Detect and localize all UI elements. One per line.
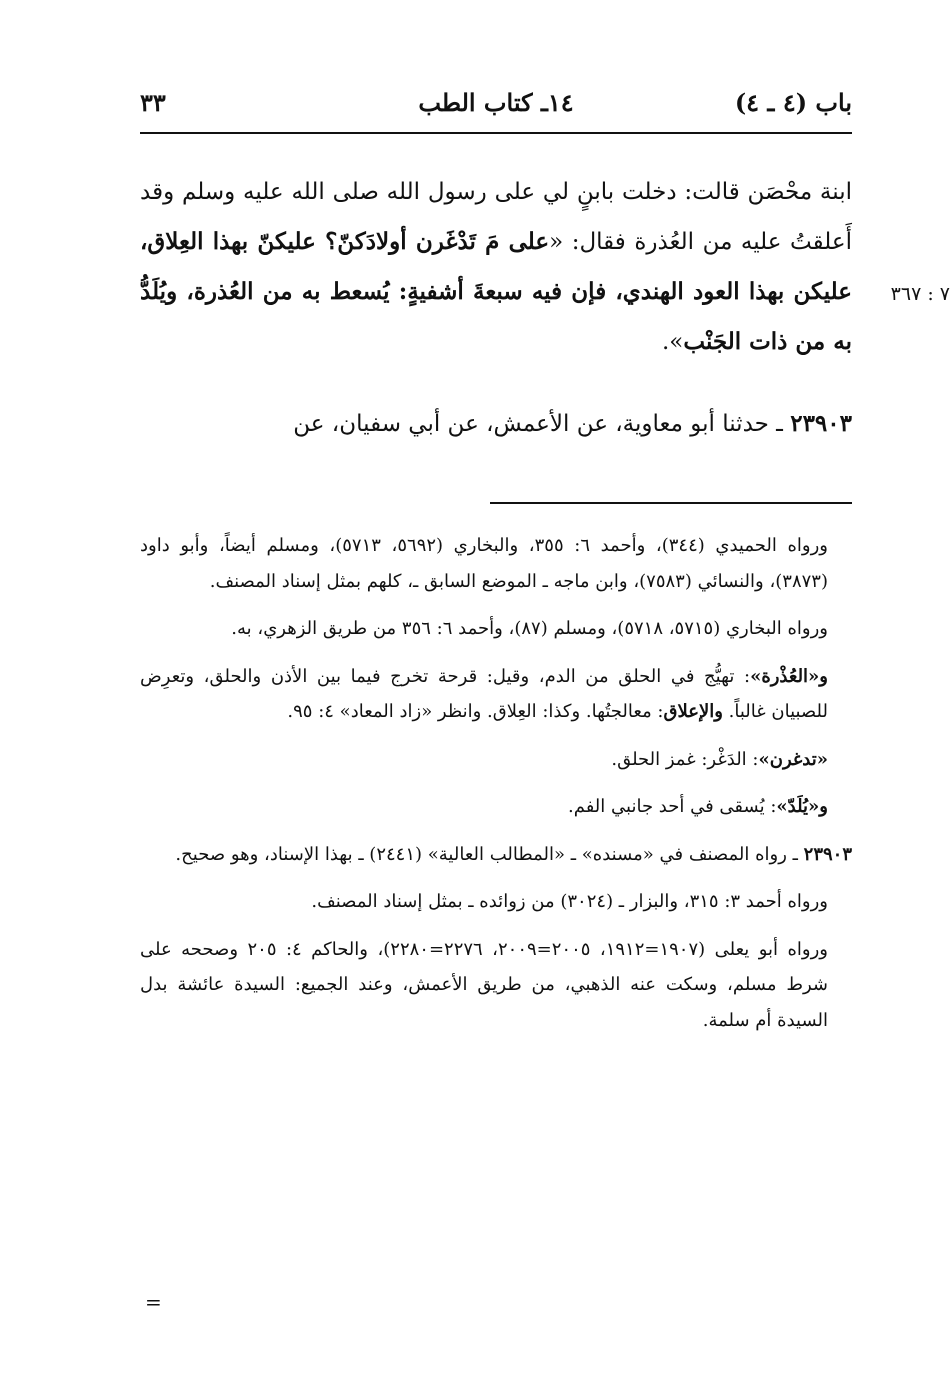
hadith-continuation-paragraph <box>140 168 852 367</box>
section-title: باب (٤ ـ ٤) <box>734 88 852 117</box>
glossary-term: والإعلاق <box>663 701 723 722</box>
running-header <box>140 88 852 128</box>
hadith-paragraph <box>140 399 852 449</box>
glossary-text: : الدَغْر: غمز الحلق. <box>611 748 759 770</box>
footnote-separator <box>490 502 852 504</box>
footnote-paragraph <box>140 837 852 873</box>
book-title: ١٤ـ كتاب الطب <box>418 88 574 117</box>
narration-intro: ابنة محْصَن قالت: دخلت بابنٍ لي على رسول الله صلى الله عليه وسلم وقد أَعلقتُ عليه من العُذرة فقال: « <box>140 179 852 255</box>
hadith-chain: ـ حدثنا أبو معاوية، عن الأعمش، عن أبي سفيان، عن <box>293 411 791 437</box>
continuation-mark: = <box>145 1290 162 1314</box>
footnote-hadith-number: ٢٣٩٠٣ <box>803 843 852 865</box>
footnote-paragraph: ورواه أحمد ٣: ٣١٥، والبزار ـ (٣٠٢٤) من زوائده ـ بمثل إسناد المصنف. <box>311 891 828 912</box>
glossary-term: و«يُلَدّ» <box>776 796 828 817</box>
glossary-term: و«العُذْرة» <box>750 665 828 687</box>
footnote-paragraph <box>140 659 852 730</box>
footnote-text: ـ رواه المصنف في «مسنده» ـ «المطالب العالية» (٢٤٤١) ـ بهذا الإسناد، وهو صحيح. <box>175 843 804 865</box>
glossary-text: : تهيُّج في الحلق من الدم، وقيل: قرحة تخرج فيما بين الأذن والحلق، وتعرِض للصبيان غالباً. <box>140 665 828 722</box>
margin-reference: ٧ : ٣٦٧ <box>890 283 950 305</box>
header-rule <box>140 132 852 134</box>
page-number: ٣٣ <box>140 88 166 117</box>
footnotes <box>140 528 852 1050</box>
footnote-paragraph <box>140 742 852 778</box>
footnote-paragraph <box>140 789 852 825</box>
glossary-text: : معالجتُها. وكذا: العِلاق. وانظر «زاد المعاد» ٤: ٩٥. <box>287 701 664 722</box>
footnote-paragraph: ورواه البخاري (٥٧١٥، ٥٧١٨)، ومسلم (٨٧)، وأحمد ٦: ٣٥٦ من طريق الزهري، به. <box>231 618 828 639</box>
main-text <box>140 168 852 449</box>
prophetic-saying: على مَ تَدْغَرن أولادَكنّ؟ عليكنّ بهذا العِلاق، عليكن بهذا العود الهندي، فإن فيه سبعةَ أشفيةٍ: يُسعط به من العُذرة، ويُلَدُّ به من ذات الجَنْب <box>140 228 852 355</box>
glossary-term: «تدغرن» <box>758 748 828 770</box>
glossary-text: : يُسقى في أحد جانبي الفم. <box>568 796 777 817</box>
footnote-paragraph: ورواه أبو يعلى (١٩٠٧=١٩١٢، ٢٠٠٥=٢٠٠٩، ٢٢٧٦=٢٢٨٠)، والحاكم ٤: ٢٠٥ وصححه على شرط مسلم، وسكت عنه الذهبي، من طريق الأعمش، وعند الجميع: السيدة عائشة بدل السيدة أم سلمة. <box>140 938 828 1031</box>
hadith-number: ٢٣٩٠٣ <box>790 410 852 437</box>
quote-close: ». <box>661 329 684 355</box>
footnote-paragraph: ورواه الحميدي (٣٤٤)، وأحمد ٦: ٣٥٥، والبخاري (٥٦٩٢، ٥٧١٣)، ومسلم أيضاً، وأبو داود (٣٨٧٣)، والنسائي (٧٥٨٣)، وابن ماجه ـ الموضع السابق ـ، كلهم بمثل إسناد المصنف. <box>140 535 828 592</box>
